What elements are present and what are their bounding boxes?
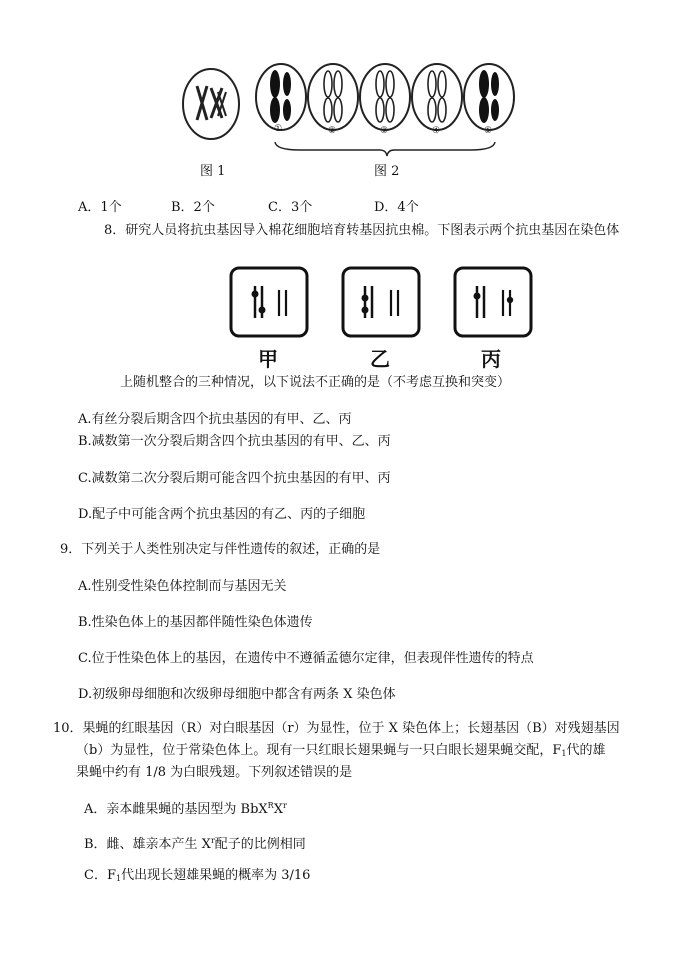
cell-label-5: ⑤ xyxy=(484,126,493,136)
panel-jia xyxy=(231,268,307,336)
q10-stem-line3: 果蝇中约有 1/8 为白眼残翅。下列叙述错误的是 xyxy=(76,765,353,780)
fig2-cell-2 xyxy=(308,64,358,130)
panel-label-yi: 乙 xyxy=(370,347,390,371)
q7-option-b: B．2个 xyxy=(171,200,215,215)
figure-1-caption: 图 1 xyxy=(200,164,226,179)
q8-option-a: A.有丝分裂后期含四个抗虫基因的有甲、乙、丙 xyxy=(78,412,352,427)
panel-bing xyxy=(455,268,531,336)
q9-stem: 9．下列关于人类性别决定与伴性遗传的叙述，正确的是 xyxy=(60,542,381,557)
q8-option-d: D.配子中可能含两个抗虫基因的有乙、丙的子细胞 xyxy=(78,507,366,522)
q8-stem: 8．研究人员将抗虫基因导入棉花细胞培育转基因抗虫棉。下图表示两个抗虫基因在染色体 xyxy=(104,223,620,238)
fig2-cell-3 xyxy=(360,64,410,130)
q10-option-a: A．亲本雌果蝇的基因型为 $BbX^RX^r$ xyxy=(84,801,287,817)
q9-option-c: C.位于性染色体上的基因，在遗传中不遵循孟德尔定律，但表现伴性遗传的特点 xyxy=(78,651,534,666)
fig2-brace xyxy=(275,142,495,156)
fig2-cell-5 xyxy=(464,64,514,130)
q10-stem-line1: 10．果蝇的红眼基因（R）对白眼基因（r）为显性，位于 X 染色体上；长翅基因（B）对残翅基因 xyxy=(53,721,620,736)
fig2-cell-1 xyxy=(256,64,306,130)
q8-stem-continued: 上随机整合的三种情况，以下说法不正确的是（不考虑互换和突变） xyxy=(120,375,511,390)
q8-option-c: C.减数第二次分裂后期可能含四个抗虫基因的有甲、丙 xyxy=(78,471,391,486)
figure-2-caption: 图 2 xyxy=(374,164,400,179)
q10-stem-line2: （b）为显性，位于常染色体上。现有一只红眼长翅果蝇与一只白眼长翅果蝇交配，$F_1$代的雄 xyxy=(76,743,606,758)
fig1-cell xyxy=(183,69,239,139)
q8-option-b: B.减数第一次分裂后期含四个抗虫基因的有甲、乙、丙 xyxy=(78,434,391,449)
q10-option-c: C．$F_1$代出现长翅雄果蝇的概率为 3/16 xyxy=(84,868,311,883)
panel-label-bing: 丙 xyxy=(481,347,501,371)
q10-option-b: B．雌、雄亲本产生 $X^r$配子的比例相同 xyxy=(84,836,306,852)
panel-label-jia: 甲 xyxy=(258,347,278,371)
cell-label-1: ① xyxy=(274,124,283,134)
cell-label-4: ④ xyxy=(432,126,441,136)
q9-option-b: B.性染色体上的基因都伴随性染色体遗传 xyxy=(78,615,313,630)
q7-option-d: D．4个 xyxy=(374,200,419,215)
q7-option-c: C．3个 xyxy=(268,200,313,215)
q9-option-d: D.初级卵母细胞和次级卵母细胞中都含有两条 X 染色体 xyxy=(78,687,396,702)
cell-label-2: ② xyxy=(328,126,337,136)
panel-yi xyxy=(343,268,419,336)
figure-cells xyxy=(0,0,684,190)
q9-option-a: A.性别受性染色体控制而与基因无关 xyxy=(78,579,287,594)
q7-option-a: A．1个 xyxy=(78,200,122,215)
cell-label-3: ③ xyxy=(380,126,389,136)
fig2-cell-4 xyxy=(412,64,462,130)
